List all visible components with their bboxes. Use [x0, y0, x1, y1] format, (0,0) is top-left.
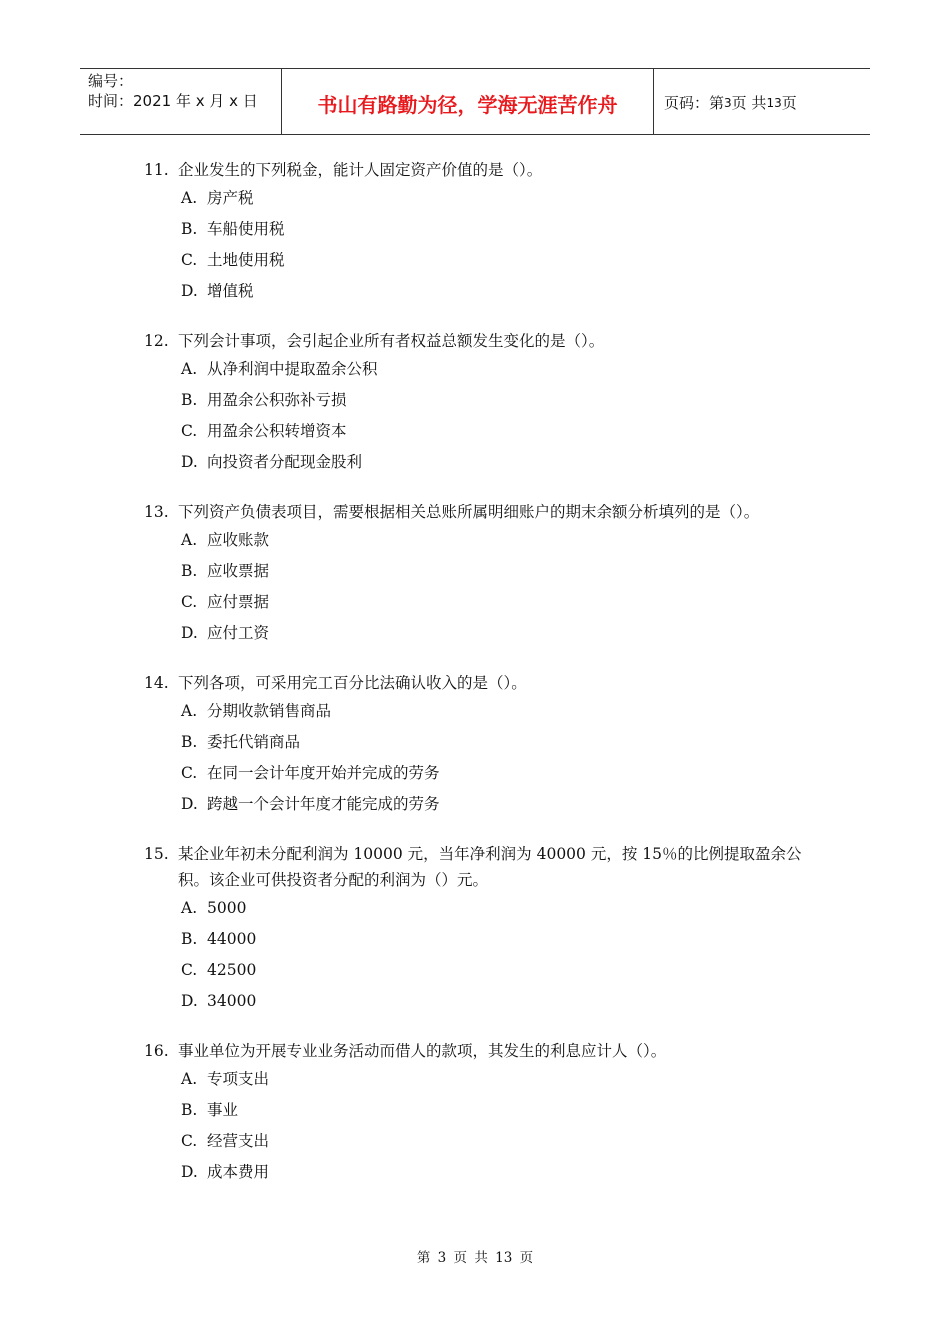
answer-option: [181, 556, 824, 587]
header-page-info: [654, 69, 870, 134]
option-text: 跨越一个会计年度才能完成的劳务: [207, 795, 440, 813]
question-text: 下列会计事项，会引起企业所有者权益总额发生变化的是（）。: [178, 332, 605, 350]
option-text: 42500: [207, 961, 257, 979]
option-label: A.: [181, 1070, 198, 1088]
answer-option: [181, 245, 824, 276]
option-label: D.: [181, 453, 198, 471]
question-text: 某企业年初未分配利润为 10000 元，当年净利润为 40000 元，按 15％的比例提取盈余公积。该企业可供投资者分配的利润为（）元。: [178, 845, 802, 889]
option-text: 车船使用税: [207, 220, 285, 238]
answer-option: [181, 416, 824, 447]
answer-option: [181, 1064, 824, 1095]
answer-option: [181, 955, 824, 986]
question-number: 16.: [144, 1042, 169, 1060]
question-item: [144, 670, 824, 820]
option-label: C.: [181, 593, 198, 611]
option-text: 5000: [207, 899, 247, 917]
question-number: 15.: [144, 845, 169, 863]
question-stem: [144, 157, 824, 183]
option-label: C.: [181, 764, 198, 782]
question-stem: [144, 670, 824, 696]
answer-option: [181, 587, 824, 618]
question-text: 企业发生的下列税金，能计人固定资产价值的是（）。: [178, 161, 543, 179]
option-text: 委托代销商品: [207, 733, 301, 751]
option-text: 用盈余公积弥补亏损: [207, 391, 347, 409]
option-text: 分期收款销售商品: [207, 702, 332, 720]
question-stem: [144, 841, 824, 893]
option-label: A.: [181, 360, 198, 378]
question-item: [144, 328, 824, 478]
document-time-label: 时间：2021 年 x 月 x 日: [88, 92, 258, 110]
option-label: A.: [181, 531, 198, 549]
answer-option: [181, 1157, 824, 1188]
option-text: 成本费用: [207, 1163, 270, 1181]
question-text: 下列资产负债表项目，需要根据相关总账所属明细账户的期末余额分析填列的是（）。: [178, 503, 760, 521]
answer-option: [181, 354, 824, 385]
page-current: 3: [724, 95, 732, 110]
answer-option: [181, 385, 824, 416]
option-label: C.: [181, 961, 198, 979]
option-label: D.: [181, 624, 198, 642]
option-text: 房产税: [207, 189, 254, 207]
answer-option: [181, 183, 824, 214]
answer-option: [181, 986, 824, 1017]
header-meta: [80, 69, 281, 134]
page-mid: 页 共: [731, 94, 767, 112]
option-label: B.: [181, 930, 198, 948]
option-label: A.: [181, 899, 198, 917]
page-footer: 第 3 页 共 13 页: [416, 1250, 534, 1266]
option-text: 经营支出: [207, 1132, 270, 1150]
option-text: 事业: [207, 1101, 239, 1119]
option-label: B.: [181, 733, 198, 751]
option-text: 土地使用税: [207, 251, 285, 269]
page-prefix: 页码：第: [664, 94, 725, 112]
answer-option: [181, 924, 824, 955]
answer-option: [181, 618, 824, 649]
answer-option: [181, 1095, 824, 1126]
question-list: [144, 157, 824, 1209]
answer-option: [181, 447, 824, 478]
document-number-label: 编号：: [88, 72, 134, 90]
question-number: 14.: [144, 674, 169, 692]
answer-option: [181, 727, 824, 758]
option-text: 增值税: [207, 282, 254, 300]
option-label: B.: [181, 1101, 198, 1119]
option-text: 应收账款: [207, 531, 270, 549]
option-label: C.: [181, 1132, 198, 1150]
question-number: 13.: [144, 503, 169, 521]
question-text: 事业单位为开展专业业务活动而借人的款项，其发生的利息应计人（）。: [178, 1042, 667, 1060]
question-item: [144, 841, 824, 1017]
header-motto: 书山有路勤为径，学海无涯苦作舟: [281, 69, 654, 134]
answer-option: [181, 893, 824, 924]
option-text: 应付票据: [207, 593, 270, 611]
option-text: 专项支出: [207, 1070, 270, 1088]
option-label: D.: [181, 1163, 198, 1181]
page-suffix: 页: [781, 94, 797, 112]
question-stem: [144, 328, 824, 354]
question-stem: [144, 1038, 824, 1064]
option-label: C.: [181, 422, 198, 440]
question-number: 11.: [144, 161, 169, 179]
question-stem: [144, 499, 824, 525]
option-text: 向投资者分配现金股利: [207, 453, 363, 471]
answer-option: [181, 1126, 824, 1157]
answer-option: [181, 789, 824, 820]
page-header: [80, 68, 870, 135]
option-label: B.: [181, 220, 198, 238]
option-text: 从净利润中提取盈余公积: [207, 360, 378, 378]
option-label: A.: [181, 189, 198, 207]
question-text: 下列各项，可采用完工百分比法确认收入的是（）。: [178, 674, 527, 692]
option-label: D.: [181, 795, 198, 813]
option-label: B.: [181, 562, 198, 580]
option-text: 44000: [207, 930, 257, 948]
answer-option: [181, 276, 824, 307]
option-text: 应付工资: [207, 624, 270, 642]
question-item: [144, 157, 824, 307]
answer-option: [181, 758, 824, 789]
option-text: 应收票据: [207, 562, 270, 580]
question-number: 12.: [144, 332, 169, 350]
option-label: D.: [181, 282, 198, 300]
answer-option: [181, 214, 824, 245]
option-label: B.: [181, 391, 198, 409]
answer-option: [181, 525, 824, 556]
option-label: A.: [181, 702, 198, 720]
option-text: 在同一会计年度开始并完成的劳务: [207, 764, 440, 782]
question-item: [144, 1038, 824, 1188]
question-item: [144, 499, 824, 649]
option-label: D.: [181, 992, 198, 1010]
option-text: 34000: [207, 992, 257, 1010]
option-label: C.: [181, 251, 198, 269]
page-total: 13: [766, 95, 782, 110]
option-text: 用盈余公积转增资本: [207, 422, 347, 440]
answer-option: [181, 696, 824, 727]
